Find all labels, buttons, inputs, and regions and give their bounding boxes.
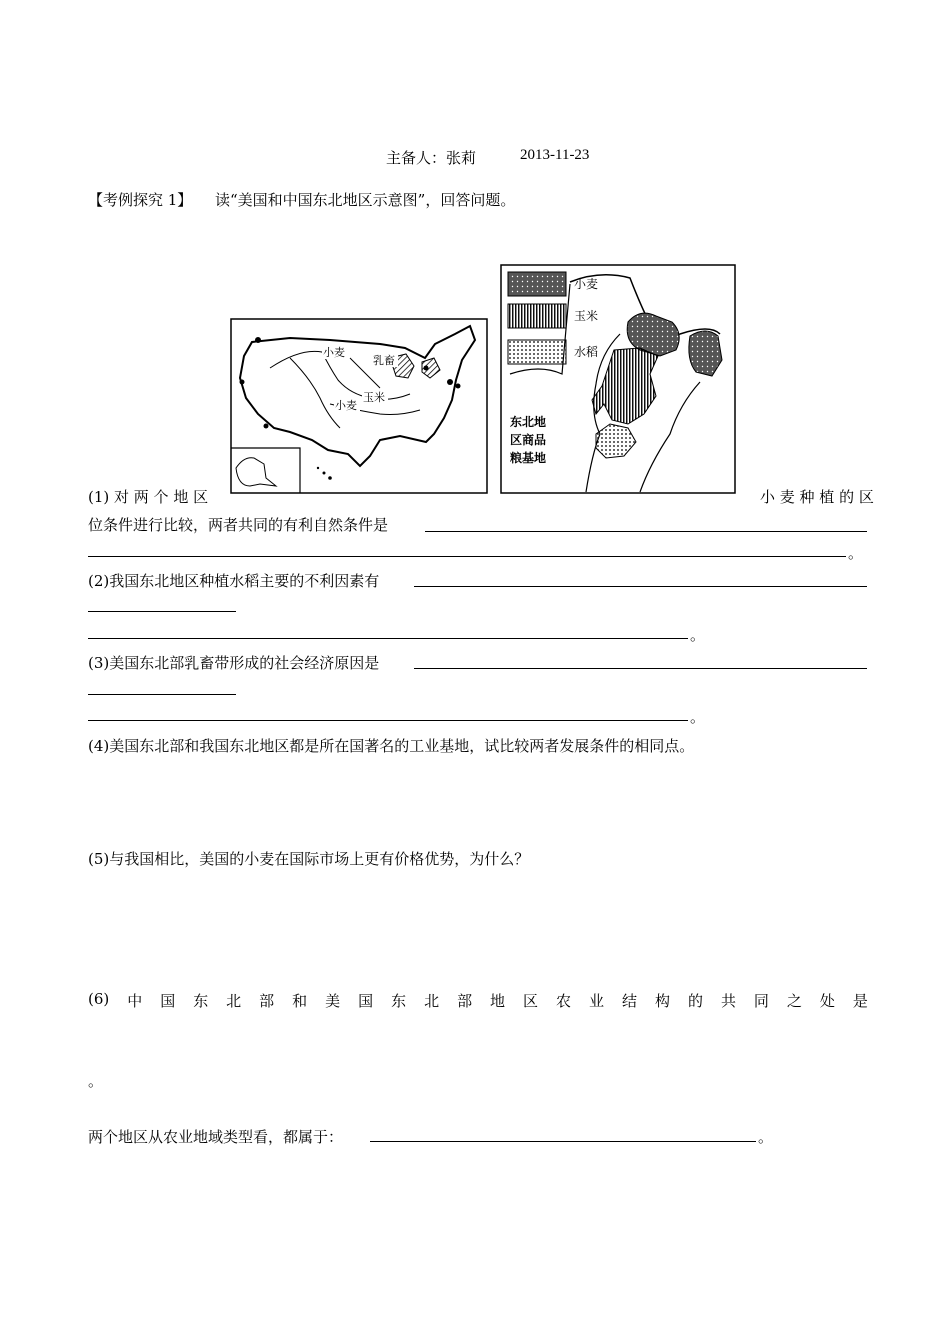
china-caption-2: 区商品 (510, 433, 547, 447)
usa-label-wheat-north: 小麦 (323, 346, 345, 359)
q2-answer-line-1[interactable] (414, 586, 867, 587)
q1-period: 。 (848, 544, 864, 562)
q7-text: 两个地区从农业地域类型看，都属于： (88, 1128, 344, 1146)
legend-wheat: 小麦 (574, 277, 599, 291)
legend-rice: 水稻 (574, 345, 599, 359)
usa-map (230, 318, 488, 494)
q3-period: 。 (690, 708, 706, 726)
header-date: 2013-11-23 (520, 147, 590, 163)
q6-text: (6) 中 国 东 北 部 和 美 国 东 北 部 地 区 农 业 结 构 的 共 同 之 处 是 (88, 990, 868, 1010)
q3-answer-line-2[interactable] (88, 694, 236, 695)
q1-answer-line-2[interactable] (88, 556, 846, 557)
q2-text: (2)我国东北地区种植水稻主要的不利因素有 (88, 572, 380, 590)
legend-corn: 玉米 (574, 309, 599, 323)
q2-answer-line-2[interactable] (88, 611, 236, 612)
q4-text: (4)美国东北部和我国东北地区都是所在国著名的工业基地，试比较两者发展条件的相同点。 (88, 737, 695, 755)
header-preparer: 主备人：张莉 (386, 149, 477, 167)
china-caption-3: 粮基地 (510, 451, 547, 465)
q2-answer-line-3[interactable] (88, 638, 688, 639)
intro-tag: 【考例探究 1】 (88, 191, 193, 209)
usa-label-corn: 玉米 (363, 391, 385, 404)
q1-answer-line-1[interactable] (425, 531, 867, 532)
q3-answer-line-1[interactable] (414, 668, 867, 669)
q2-period: 。 (690, 626, 706, 644)
q1-start: (1) 对 两 个 地 区 (88, 488, 209, 506)
q7-period: 。 (758, 1128, 774, 1146)
q3-text: (3)美国东北部乳畜带形成的社会经济原因是 (88, 654, 380, 672)
usa-label-wheat-south: 小麦 (335, 399, 357, 412)
q7-answer-line[interactable] (370, 1141, 756, 1142)
china-ne-map (500, 264, 736, 494)
q1-end: 小 麦 种 植 的 区 (760, 488, 874, 506)
q3-answer-line-3[interactable] (88, 720, 688, 721)
china-caption-1: 东北地 (510, 415, 547, 429)
intro-text: 读“美国和中国东北地区示意图”，回答问题。 (215, 191, 516, 209)
q1-line2: 位条件进行比较，两者共同的有利自然条件是 (88, 516, 389, 534)
q6-period: 。 (88, 1072, 104, 1090)
usa-label-dairy: 乳畜 (373, 354, 395, 367)
q5-text: (5)与我国相比，美国的小麦在国际市场上更有价格优势，为什么？ (88, 850, 530, 868)
